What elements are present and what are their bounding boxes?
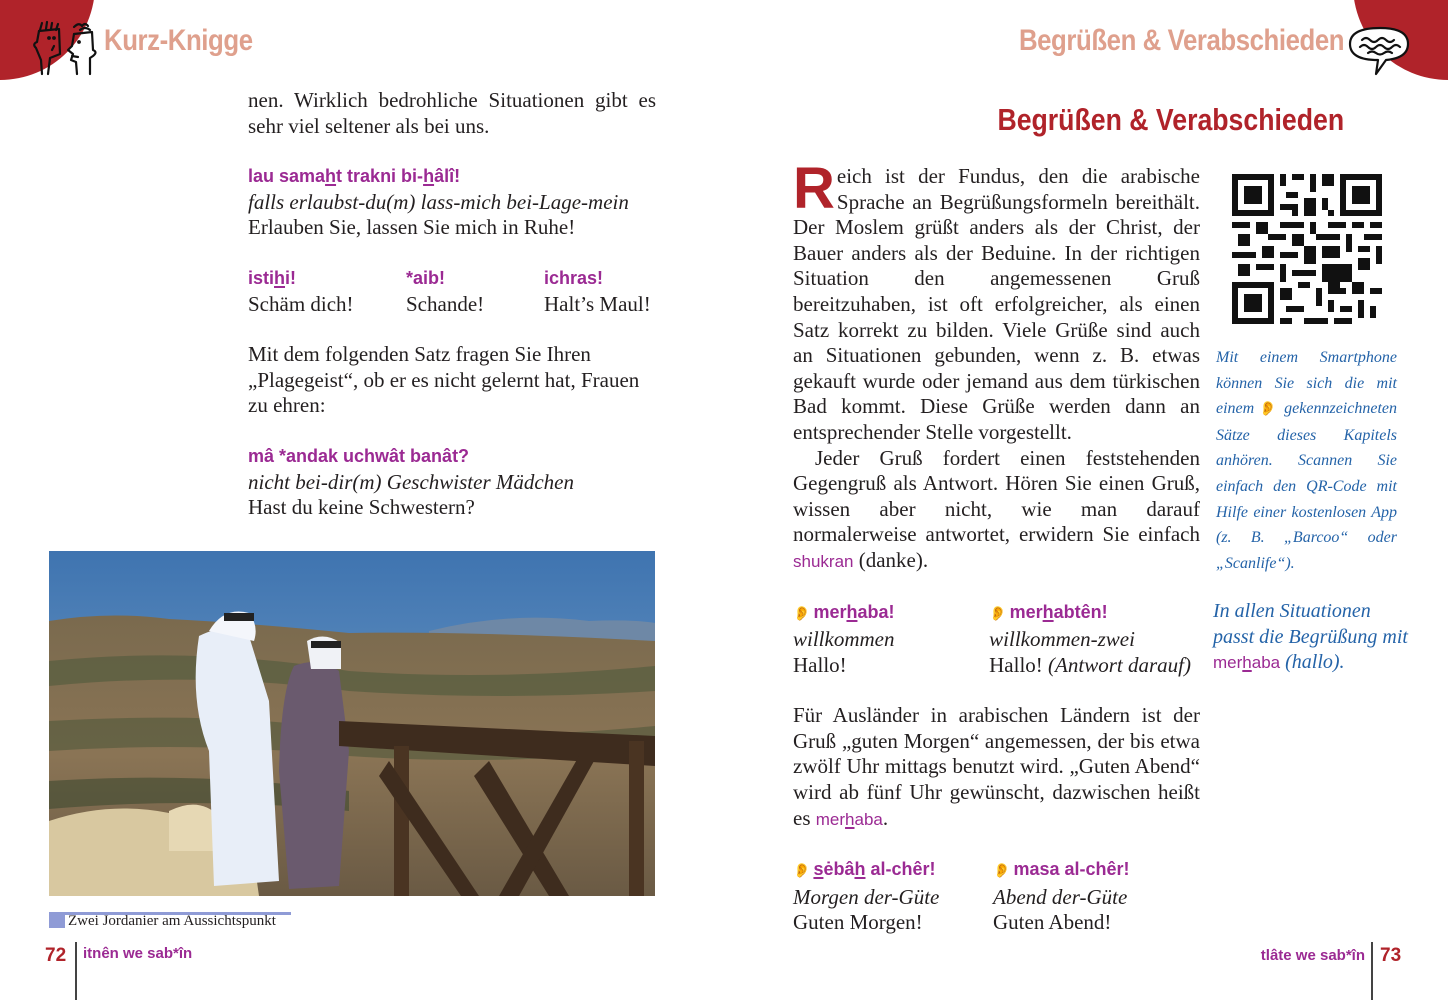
page-number-word-right: tlâte we sab*în — [1260, 947, 1365, 964]
greeting-row — [793, 857, 1200, 936]
intro-paragraph: Reich ist der Fundus, den die arabische Sprache an Begrüßungsformeln bereithält. Der Moslem grüßt anders als der Christ, der Bauer anders als der Beduine. In der richtigen Situation den angemessenen Gruß bereitzuhaben, ist oft erfolgreicher, als einen Satz korrekt zu bilden. Viele Grüße sind auch an Situationen gebunden, wenn z. B. etwas gekauft wurde oder jemand aus dem türkischen Bad kommt. Diese Grüße werden dann an entsprechender Stelle vorgestellt. — [793, 156, 1200, 444]
page-number-divider — [75, 942, 77, 1000]
phrase-item: *aib! Schande! — [406, 267, 485, 316]
phrase-block — [248, 164, 656, 241]
qr-code[interactable] — [1232, 174, 1382, 324]
literal-translation: falls erlaubst-du(m) lass-mich bei-Lage-mein — [248, 189, 629, 214]
ear-audio-icon: 👂 — [1258, 401, 1277, 418]
phrase-row — [248, 266, 656, 317]
greeting-item: 👂 sėbâh al-chêr! Morgen der-Güte Guten Morgen! — [793, 859, 940, 935]
paragraph: nen. Wirklich bedrohliche Situationen gibt es sehr viel seltener als bei uns. — [248, 88, 656, 138]
sidebar-qr-note: Mit einem Smartphone können Sie sich die mit einem 👂 gekennzeichneten Sätze dieses Kapitels anhören. Scannen Sie einfach den QR-Code mit Hilfe einer kostenlosen App (z. B. „Barcoo“ oder „Scanlife“). — [1216, 349, 1397, 572]
drop-cap: R — [793, 156, 835, 221]
greeting-item: 👂 masa al-chêr! Abend der-Güte Guten Abend! — [993, 859, 1130, 935]
running-head-right: Begrüßen & Verabschieden — [1018, 24, 1344, 57]
paragraph: Jeder Gruß fordert einen feststehenden Gegengruß als Antwort. Hören Sie einen Gruß, wissen aber nicht, wie man darauf normalerweise antwortet, erwidern Sie einfach shukran (danke). — [793, 445, 1200, 572]
ear-audio-icon[interactable]: 👂 — [993, 863, 1011, 880]
arabic-phrase: lau samaht trakni bi-hâlî! — [248, 166, 461, 187]
greeting-row — [793, 600, 1200, 679]
page-number-word-left: itnên we sab*în — [83, 945, 193, 962]
greeting-item: 👂 merhaba! willkommen Hallo! — [793, 601, 895, 677]
ear-audio-icon[interactable]: 👂 — [793, 605, 811, 622]
phrase-block: mâ *andak uchwât banât? nicht bei-dir(m) Geschwister Mädchen Hast du keine Schwestern? — [248, 445, 575, 520]
greeting-item: 👂 merhabtên! willkommen-zwei Hallo! (Antwort darauf) — [989, 601, 1191, 677]
phrase-item: ichras! Halt’s Maul! — [544, 267, 651, 316]
speech-bubble-icon — [1346, 22, 1414, 78]
right-text-column — [793, 156, 1200, 936]
running-head-left: Kurz-Knigge — [104, 24, 253, 57]
paragraph: Für Ausländer in arabischen Ländern ist der Gruß „guten Morgen“ angemessen, der bis etwa zwölf Uhr mittags benutzt wird. „Guten Abend“ wird ab fünf Uhr gewünscht, dazwischen heißt es merhaba. — [793, 703, 1200, 830]
two-faces-icon — [32, 20, 102, 76]
page-number-left: 72 — [45, 945, 67, 966]
ear-audio-icon[interactable]: 👂 — [989, 605, 1007, 622]
left-text-column — [248, 88, 656, 521]
caption-marker — [49, 914, 65, 928]
paragraph: Mit dem folgenden Satz fragen Sie Ihren „Plagegeist“, ob er es nicht gelernt hat, Frauen zu ehren: — [248, 342, 640, 418]
section-title: Begrüßen & Verabschieden — [997, 102, 1344, 137]
page-number-divider — [1371, 942, 1373, 1000]
photo-jordanians — [49, 551, 655, 896]
translation: Erlauben Sie, lassen Sie mich in Ruhe! — [248, 215, 576, 240]
sidebar-merhaba-note: In allen Situationen passt die Begrüßung mit merhaba (hallo). — [1213, 600, 1408, 674]
page-number-right: 73 — [1380, 945, 1402, 966]
arabic-word: merhaba — [815, 809, 883, 829]
phrase-item: istihi! Schäm dich! — [248, 267, 354, 316]
ear-audio-icon[interactable]: 👂 — [793, 863, 811, 880]
arabic-word: merhaba — [1213, 653, 1281, 673]
photo-caption: Zwei Jordanier am Aussichtspunkt — [68, 913, 276, 929]
arabic-word: shukran — [793, 551, 854, 571]
